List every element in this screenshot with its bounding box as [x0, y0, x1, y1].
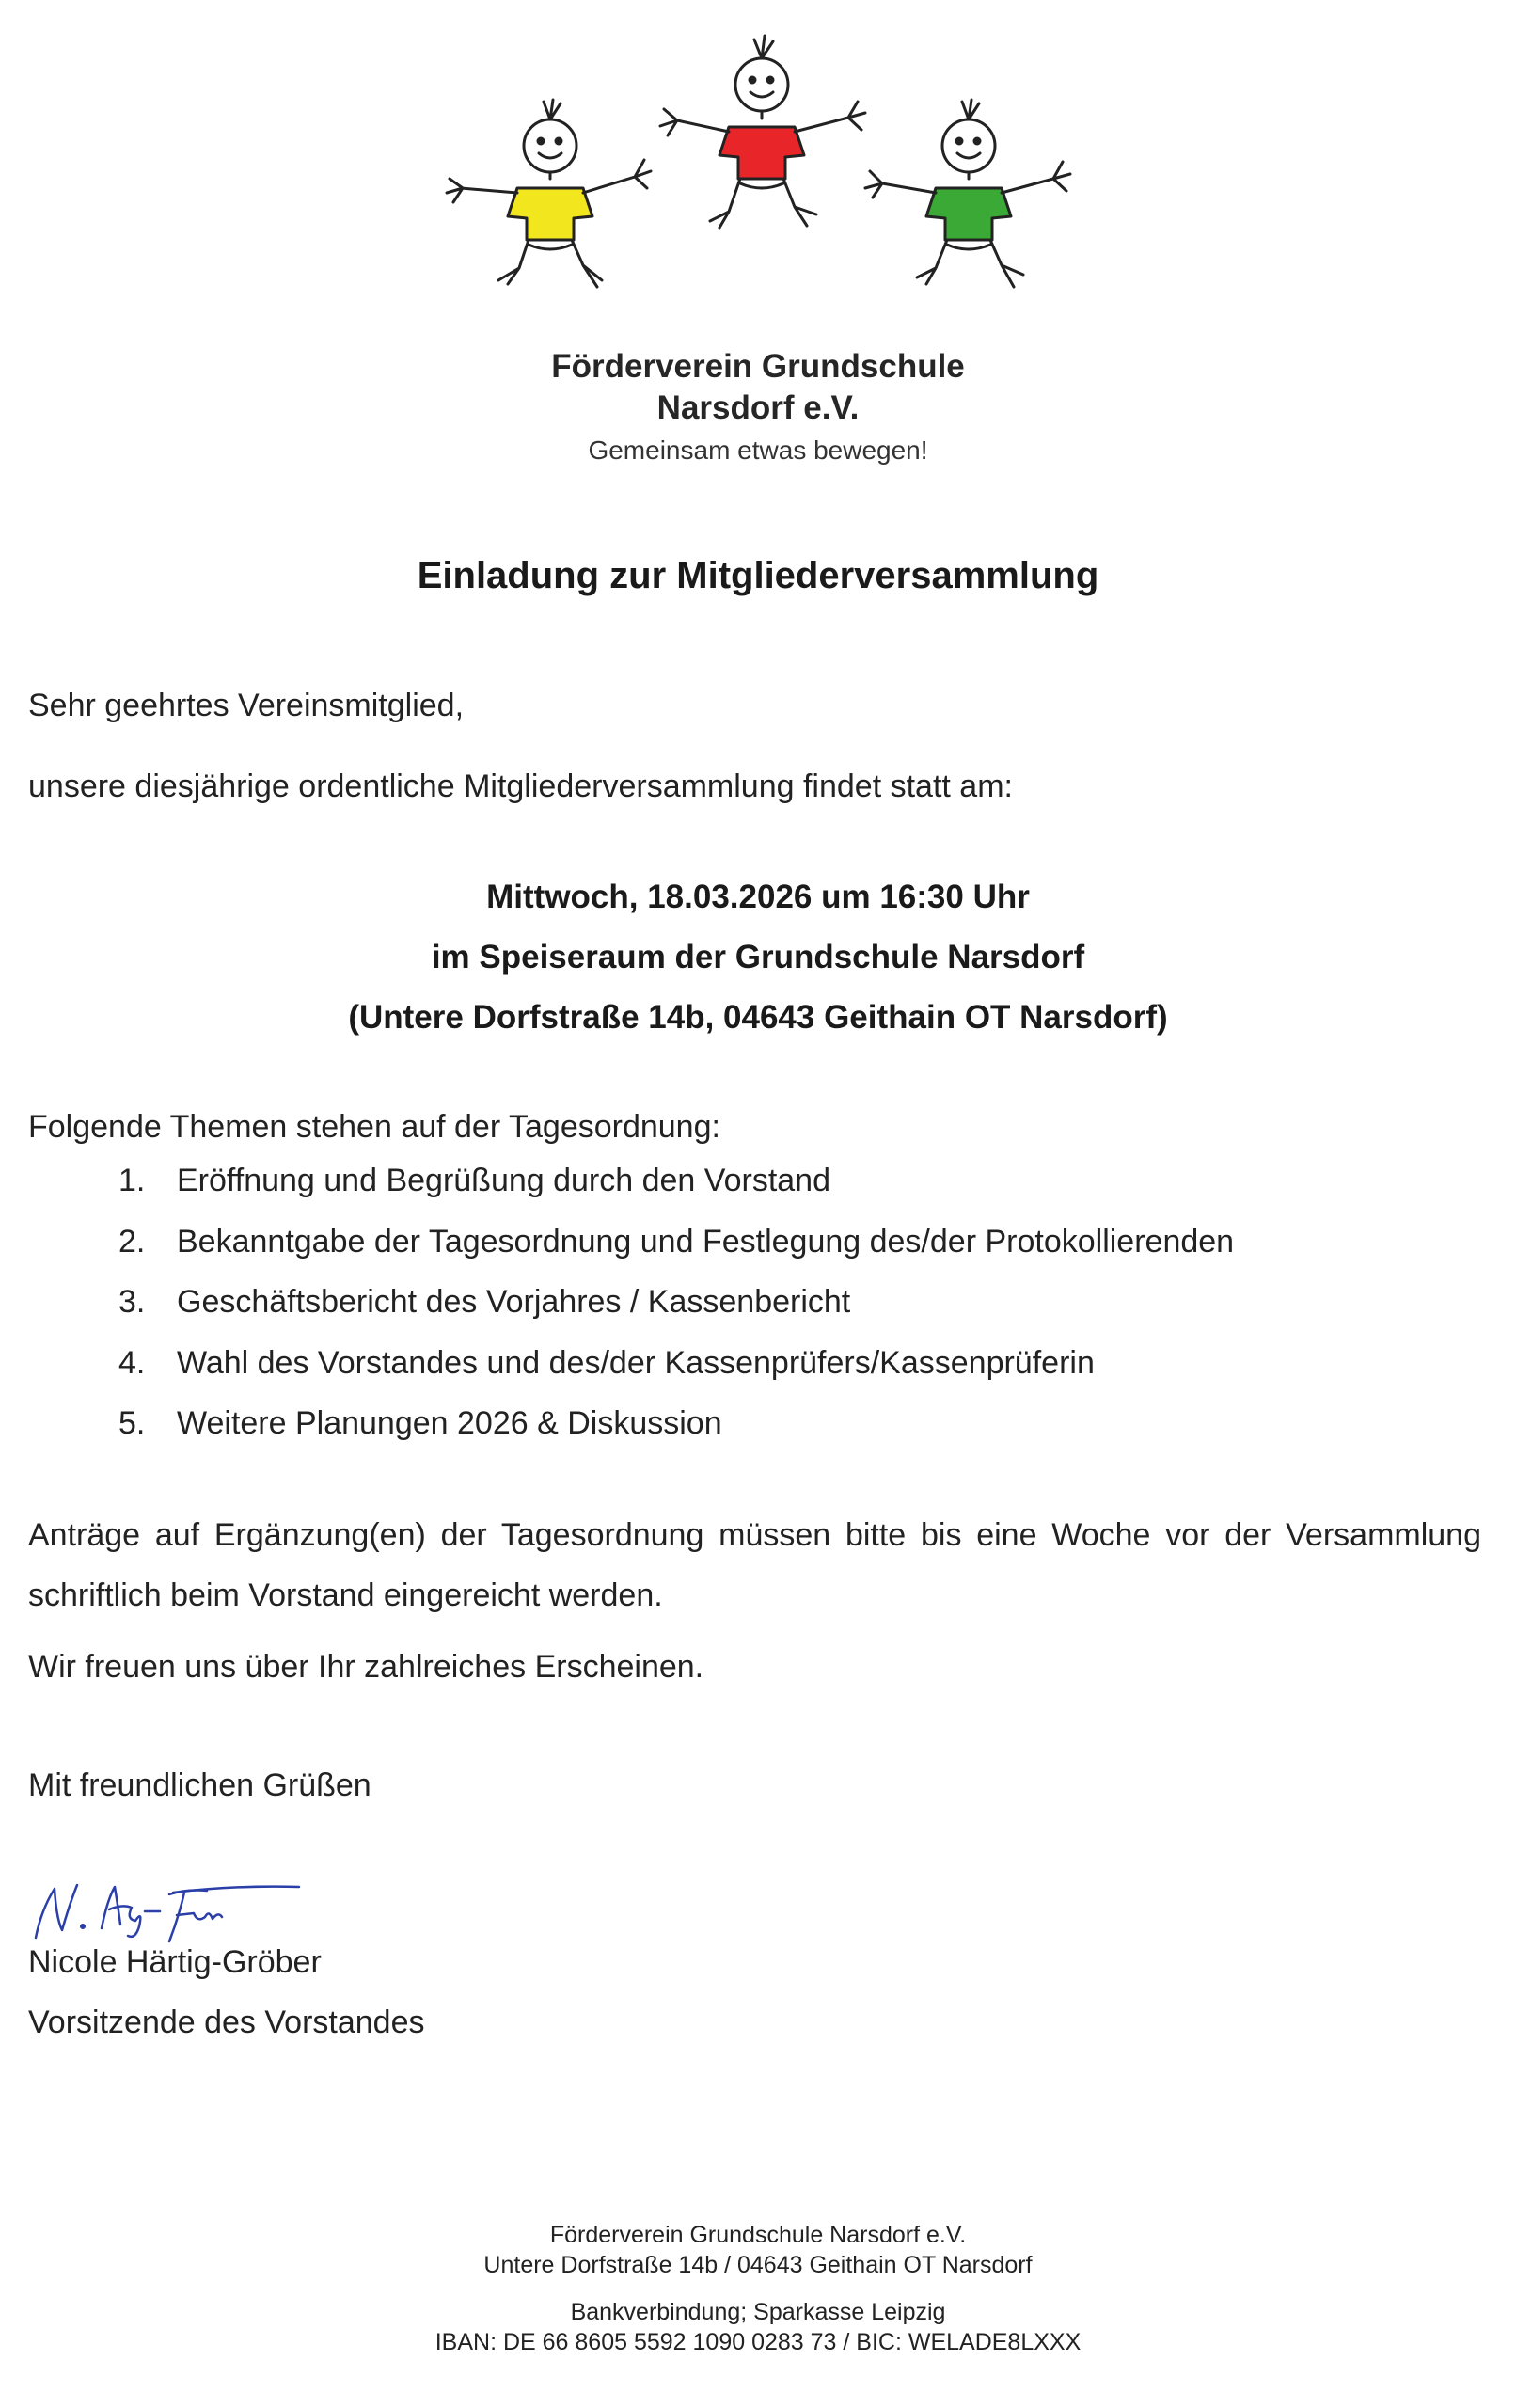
agenda-item-number: 4.: [118, 1344, 146, 1381]
signer-name: Nicole Härtig-Gröber: [28, 1944, 322, 1980]
agenda-item-number: 5.: [118, 1405, 146, 1441]
agenda-item-text: Wahl des Vorstandes und des/der Kassenprüfers/Kassenprüferin: [177, 1344, 1095, 1381]
agenda-item: [0, 1160, 1516, 1221]
salutation: Sehr geehrtes Vereinsmitglied,: [28, 688, 465, 723]
org-name-line1: Förderverein Grundschule: [551, 348, 965, 385]
agenda-item-number: 2.: [118, 1223, 146, 1259]
footer-address: Untere Dorfstraße 14b / 04643 Geithain OT Narsdorf: [483, 2252, 1033, 2278]
agenda-item: [0, 1281, 1516, 1342]
logo-figure-right: [865, 100, 1070, 287]
event-place: im Speiseraum der Grundschule Narsdorf: [431, 939, 1085, 975]
agenda-item-text: Weitere Planungen 2026 & Diskussion: [177, 1405, 722, 1441]
requests-paragraph: Anträge auf Ergänzung(en) der Tagesordnung müssen bitte bis eine Woche vor der Versammlung schriftlich beim Vorstand eingereicht werden.: [28, 1517, 1481, 1613]
closing-greeting: Mit freundlichen Grüßen: [28, 1767, 371, 1803]
agenda-item-text: Eröffnung und Begrüßung durch den Vorstand: [177, 1163, 830, 1198]
logo-figure-middle: [660, 36, 865, 228]
agenda-item: [0, 1342, 1516, 1403]
kids-logo: [442, 28, 1082, 310]
signer-role: Vorsitzende des Vorstandes: [28, 2004, 425, 2040]
agenda-item-number: 1.: [118, 1163, 146, 1198]
org-name: [0, 346, 1516, 429]
logo-shirt-left: [508, 188, 592, 240]
letter-title: Einladung zur Mitgliederversammlung: [417, 555, 1099, 596]
event-details: [0, 867, 1516, 1048]
agenda-item: [0, 1402, 1516, 1464]
footer-iban: IBAN: DE 66 8605 5592 1090 0283 73 / BIC: WELADE8LXXX: [434, 2329, 1082, 2355]
org-motto: Gemeinsam etwas bewegen!: [588, 436, 928, 465]
agenda-list: [0, 1160, 1516, 1464]
event-date-time: Mittwoch, 18.03.2026 um 16:30 Uhr: [486, 879, 1030, 915]
agenda-item-text: Bekanntgabe der Tagesordnung und Festlegung des/der Protokollierenden: [177, 1223, 1235, 1259]
event-address: (Untere Dorfstraße 14b, 04643 Geithain OT Narsdorf): [348, 999, 1168, 1036]
footer-spacer: [0, 2280, 1516, 2297]
letter-footer: [0, 2220, 1516, 2357]
intro-text: unsere diesjährige ordentliche Mitgliederversammlung findet statt am:: [28, 768, 1013, 804]
org-name-line2: Narsdorf e.V.: [656, 389, 860, 426]
agenda-item-number: 3.: [118, 1284, 146, 1320]
footer-bank: Bankverbindung; Sparkasse Leipzig: [570, 2299, 946, 2325]
agenda-item-text: Geschäftsbericht des Vorjahres / Kassenbericht: [177, 1284, 851, 1320]
logo-shirt-right: [926, 188, 1011, 240]
handwritten-signature: [28, 1872, 301, 1947]
agenda-item: [0, 1221, 1516, 1282]
logo-shirt-middle: [719, 127, 804, 179]
agenda-intro: Folgende Themen stehen auf der Tagesordnung:: [28, 1109, 720, 1145]
footer-org: Förderverein Grundschule Narsdorf e.V.: [549, 2222, 967, 2248]
thanks-text: Wir freuen uns über Ihr zahlreiches Erscheinen.: [28, 1649, 704, 1685]
logo-figure-left: [447, 100, 651, 287]
